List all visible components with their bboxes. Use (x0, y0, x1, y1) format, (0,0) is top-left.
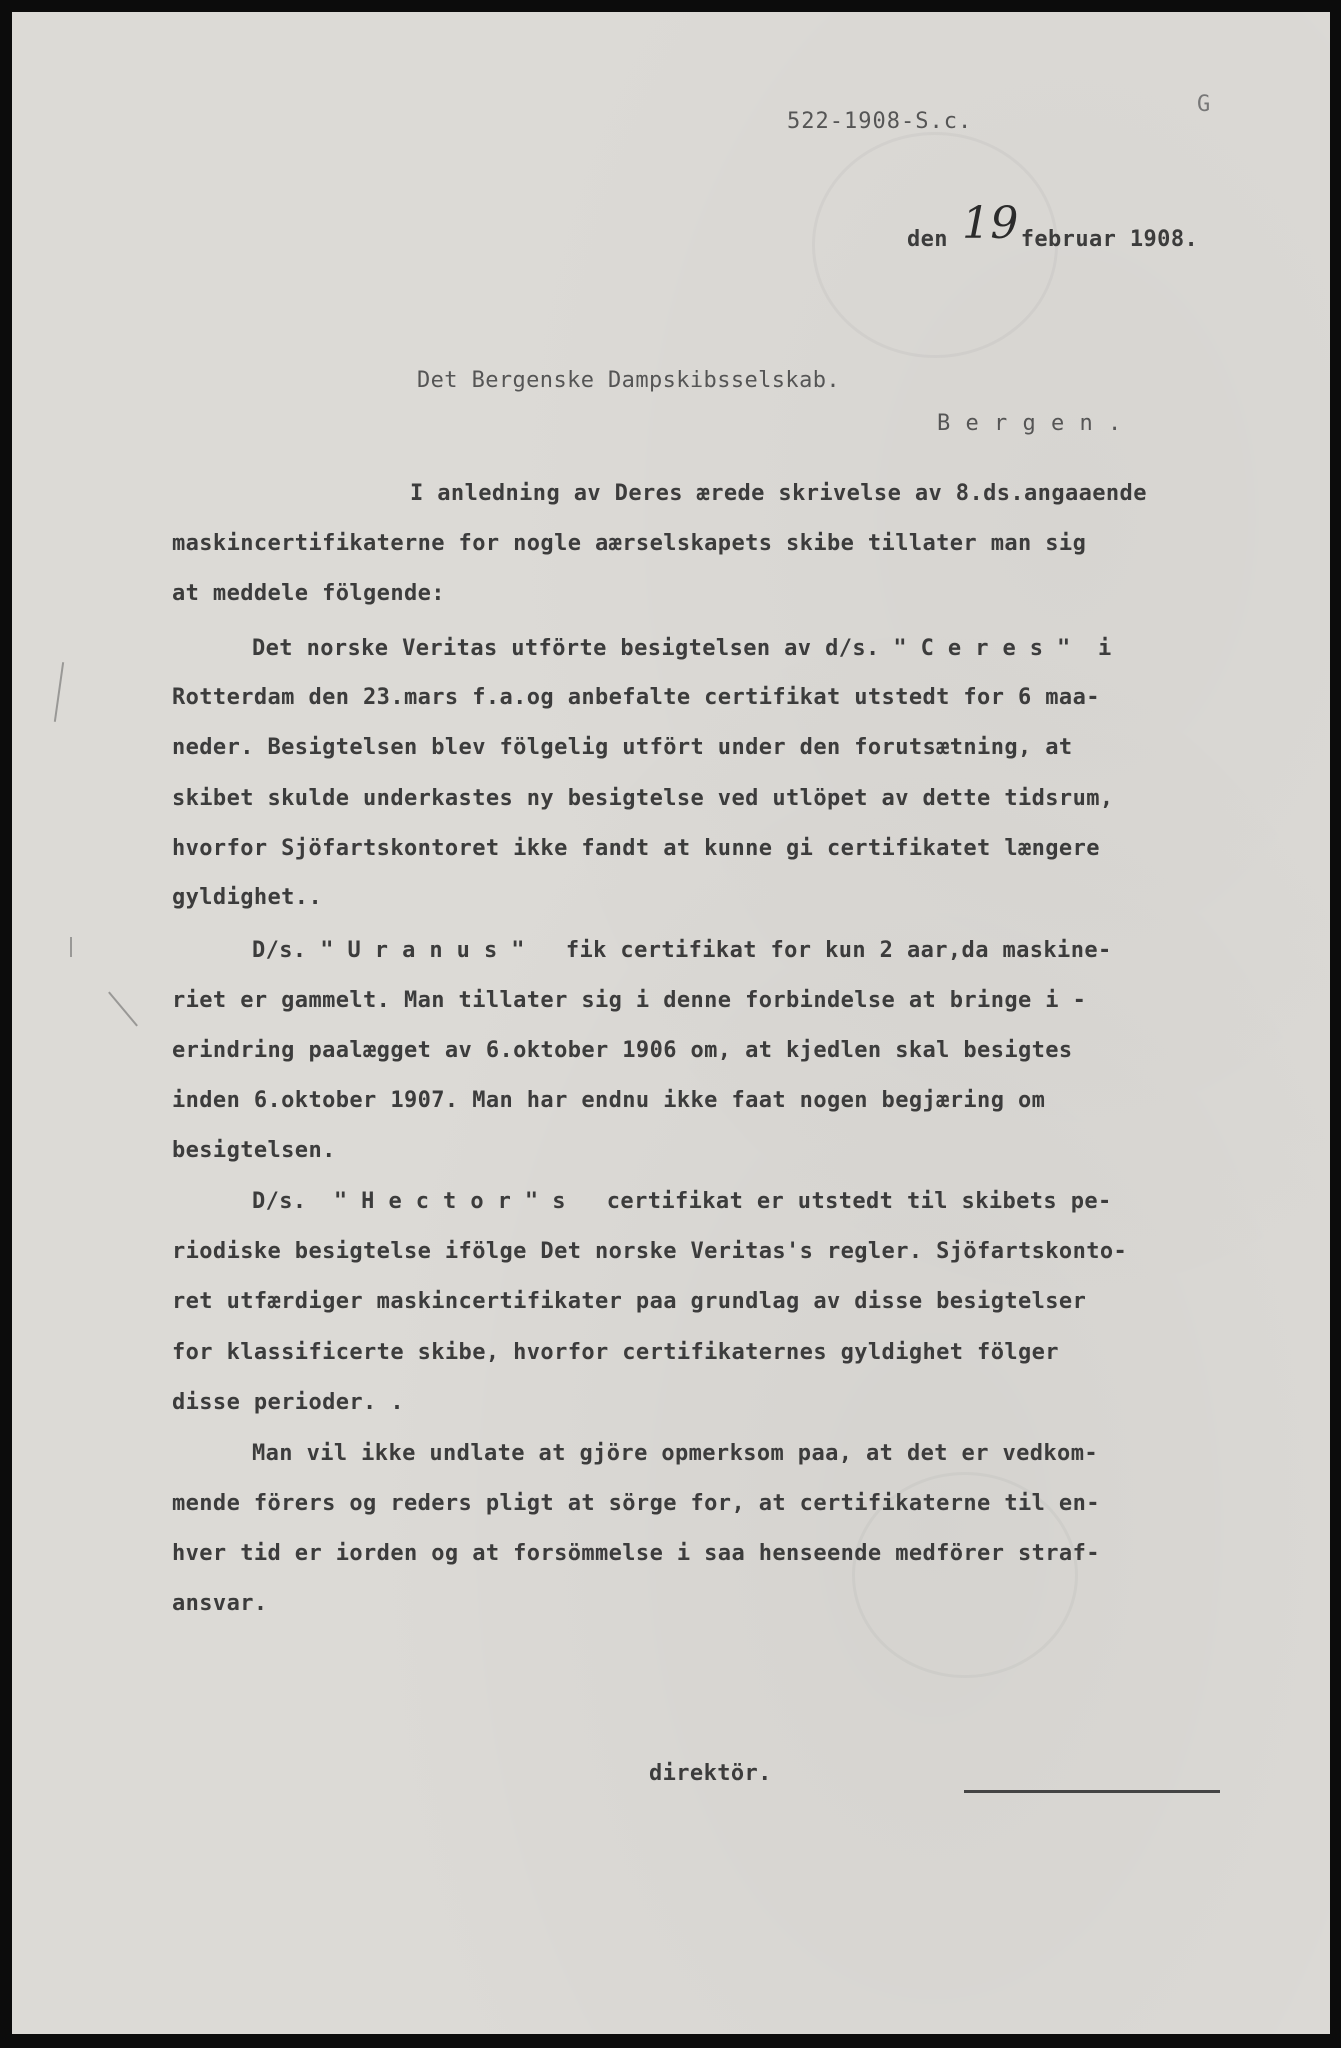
handwritten-day: 19 (961, 198, 1019, 249)
body-line: Man vil ikke undlate at gjöre opmerksom paa, at det er vedkom- (252, 1441, 1098, 1466)
body-line: mende förers og reders pligt at sörge for, at certifikaterne til en- (172, 1491, 1100, 1516)
date-suffix: februar 1908. (1020, 227, 1199, 252)
body-line: besigtelsen. (172, 1138, 336, 1163)
signature-label: direktör. (649, 1761, 772, 1786)
body-line: neder. Besigtelsen blev fölgelig utfört under den forutsætning, at (172, 735, 1073, 760)
body-line: at meddele fölgende: (172, 581, 445, 606)
body-line: hver tid er iorden og at forsömmelse i saa henseende medförer straf- (172, 1541, 1100, 1566)
body-line: riet er gammelt. Man tillater sig i denne forbindelse at bringe i - (172, 988, 1087, 1013)
body-line: D/s. " U r a n u s " fik certifikat for kun 2 aar,da maskine- (252, 938, 1112, 963)
addressee-city: B e r g e n . (937, 411, 1123, 436)
body-line: hvorfor Sjöfartskontoret ikke fandt at kunne gi certifikatet længere (172, 836, 1100, 861)
body-line: maskincertifikaterne for nogle aærselskapets skibe tillater man sig (172, 531, 1087, 556)
addressee: Det Bergenske Dampskibsselskab. (417, 368, 840, 393)
body-line: D/s. " H e c t o r " s certifikat er utstedt til skibets pe- (252, 1189, 1112, 1214)
body-line: I anledning av Deres ærede skrivelse av 8.ds.angaaende (410, 481, 1147, 506)
body-line: gyldighet.. (172, 885, 323, 910)
body-line: inden 6.oktober 1907. Man har endnu ikke faat nogen begjæring om (172, 1088, 1046, 1113)
body-line: for klassificerte skibe, hvorfor certifikaternes gyldighet fölger (172, 1340, 1059, 1365)
document-page (12, 12, 1330, 2034)
margin-mark (108, 992, 138, 1027)
body-line: disse perioder. . (172, 1390, 404, 1415)
letter-date (907, 198, 1330, 254)
body-line: erindring paalægget av 6.oktober 1906 om, at kjedlen skal besigtes (172, 1038, 1073, 1063)
date-prefix: den (907, 227, 948, 252)
margin-mark (70, 937, 72, 957)
body-line: ansvar. (172, 1591, 268, 1616)
body-line: Det norske Veritas utförte besigtelsen av d/s. " C e r e s " i (252, 636, 1112, 661)
signature-line (964, 1790, 1220, 1793)
corner-mark: G (1197, 92, 1211, 117)
margin-mark (54, 662, 64, 722)
reference-number: 522-1908-S.c. (787, 109, 973, 134)
body-line: riodiske besigtelse ifölge Det norske Veritas's regler. Sjöfartskonto- (172, 1239, 1128, 1264)
body-line: ret utfærdiger maskincertifikater paa grundlag av disse besigtelser (172, 1289, 1087, 1314)
body-line: skibet skulde underkastes ny besigtelse ved utlöpet av dette tidsrum, (172, 786, 1114, 811)
body-line: Rotterdam den 23.mars f.a.og anbefalte certifikat utstedt for 6 maa- (172, 685, 1100, 710)
